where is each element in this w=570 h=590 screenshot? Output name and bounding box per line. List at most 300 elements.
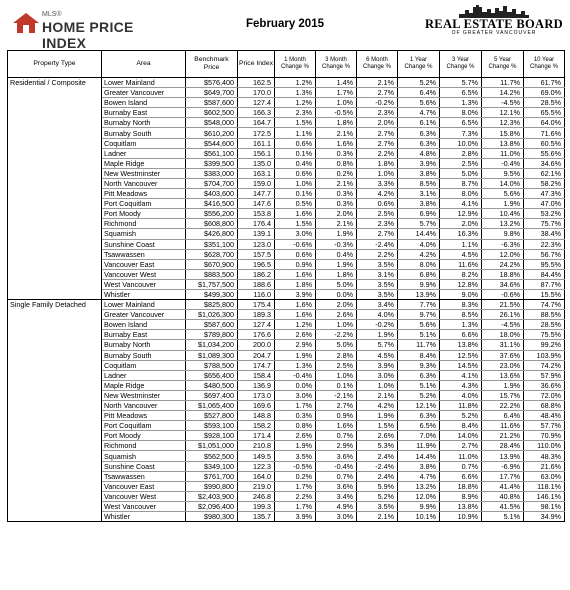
value-cell: 6.6% (440, 471, 482, 481)
value-cell: 5.1% (398, 330, 440, 340)
value-cell: 2.1% (357, 78, 398, 88)
value-cell: $602,500 (186, 108, 238, 118)
value-cell: 8.4% (398, 350, 440, 360)
value-cell: 21.5% (482, 300, 524, 310)
value-cell: 0.1% (316, 380, 357, 390)
value-cell: 135.0 (238, 158, 275, 168)
value-cell: 164.0 (238, 471, 275, 481)
value-cell: 14.0% (440, 431, 482, 441)
value-cell: 98.1% (524, 501, 565, 511)
value-cell: 74.7% (524, 300, 565, 310)
area-cell: Whistler (102, 289, 186, 299)
value-cell: 1.6% (275, 300, 316, 310)
value-cell: 1.0% (357, 380, 398, 390)
table-body (8, 78, 565, 522)
value-cell: 6.3% (398, 411, 440, 421)
value-cell: 2.8% (316, 350, 357, 360)
value-cell: $416,500 (186, 199, 238, 209)
hpi-name: HOME PRICE INDEX (42, 19, 134, 51)
value-cell: 14.5% (440, 360, 482, 370)
value-cell: 2.0% (316, 300, 357, 310)
value-cell: 2.3% (357, 108, 398, 118)
value-cell: 6.3% (398, 128, 440, 138)
value-cell: 5.0% (440, 168, 482, 178)
value-cell: 21.6% (524, 461, 565, 471)
value-cell: 41.5% (482, 501, 524, 511)
value-cell: 23.0% (482, 360, 524, 370)
value-cell: 41.4% (482, 481, 524, 491)
area-cell: Port Moody (102, 431, 186, 441)
col-header: 6 Month Change % (357, 51, 398, 78)
property-type-cell: Residential / Composite (8, 78, 102, 300)
value-cell: 1.2% (275, 98, 316, 108)
value-cell: 47.3% (524, 189, 565, 199)
value-cell: 11.7% (482, 78, 524, 88)
area-cell: Vancouver West (102, 491, 186, 501)
value-cell: $1,051,000 (186, 441, 238, 451)
value-cell: 2.6% (275, 330, 316, 340)
value-cell: 156.1 (238, 148, 275, 158)
value-cell: 10.1% (398, 512, 440, 522)
value-cell: 186.2 (238, 269, 275, 279)
value-cell: 172.5 (238, 128, 275, 138)
value-cell: 9.8% (482, 229, 524, 239)
area-cell: Port Coquitlam (102, 199, 186, 209)
value-cell: 11.6% (440, 259, 482, 269)
value-cell: 3.4% (316, 491, 357, 501)
value-cell: 8.5% (398, 178, 440, 188)
value-cell: $399,500 (186, 158, 238, 168)
value-cell: 123.0 (238, 239, 275, 249)
value-cell: 14.4% (398, 451, 440, 461)
value-cell: 3.1% (398, 189, 440, 199)
col-header: 1 Month Change % (275, 51, 316, 78)
board-subtitle: OF GREATER VANCOUVER (451, 30, 537, 36)
area-cell: Richmond (102, 441, 186, 451)
value-cell: -0.2% (357, 320, 398, 330)
value-cell: 48.3% (524, 451, 565, 461)
value-cell: 28.5% (524, 320, 565, 330)
area-cell: Sunshine Coast (102, 461, 186, 471)
value-cell: 164.7 (238, 118, 275, 128)
value-cell: 0.7% (440, 461, 482, 471)
value-cell: 37.6% (482, 350, 524, 360)
value-cell: 6.3% (398, 370, 440, 380)
value-cell: 7.7% (398, 300, 440, 310)
value-cell: 12.0% (482, 249, 524, 259)
value-cell: 1.8% (275, 279, 316, 289)
value-cell: 2.7% (357, 128, 398, 138)
value-cell: 8.9% (440, 491, 482, 501)
area-cell: Greater Vancouver (102, 310, 186, 320)
value-cell: 170.0 (238, 88, 275, 98)
value-cell: 162.5 (238, 78, 275, 88)
mls-mark: MLS® (42, 11, 62, 18)
value-cell: $587,600 (186, 98, 238, 108)
area-cell: Lower Mainland (102, 300, 186, 310)
value-cell: $883,500 (186, 269, 238, 279)
col-header: Benchmark Price (186, 51, 238, 78)
value-cell: 0.7% (316, 431, 357, 441)
value-cell: -0.6% (275, 239, 316, 249)
area-cell: Burnaby North (102, 118, 186, 128)
value-cell: 8.3% (440, 300, 482, 310)
value-cell: 118.1% (524, 481, 565, 491)
value-cell: 13.9% (398, 289, 440, 299)
table-row (8, 78, 565, 88)
value-cell: 28.4% (482, 441, 524, 451)
value-cell: $561,100 (186, 148, 238, 158)
value-cell: 75.5% (524, 330, 565, 340)
value-cell: 4.0% (440, 390, 482, 400)
value-cell: 1.0% (316, 98, 357, 108)
value-cell: 13.8% (482, 138, 524, 148)
value-cell: 2.3% (357, 219, 398, 229)
value-cell: $349,100 (186, 461, 238, 471)
value-cell: 1.1% (440, 239, 482, 249)
value-cell: 34.6% (482, 279, 524, 289)
value-cell: 10.0% (440, 138, 482, 148)
value-cell: $789,800 (186, 330, 238, 340)
value-cell: 110.0% (524, 441, 565, 451)
value-cell: 0.2% (316, 168, 357, 178)
value-cell: $1,026,300 (186, 310, 238, 320)
value-cell: 58.2% (524, 178, 565, 188)
value-cell: 2.1% (316, 219, 357, 229)
board-logo (424, 4, 564, 42)
value-cell: 72.0% (524, 390, 565, 400)
value-cell: $426,800 (186, 229, 238, 239)
col-header: Property Type (8, 51, 102, 78)
area-cell: Vancouver West (102, 269, 186, 279)
value-cell: 1.3% (275, 88, 316, 98)
value-cell: 3.8% (398, 168, 440, 178)
value-cell: $788,500 (186, 360, 238, 370)
value-cell: 0.0% (275, 380, 316, 390)
value-cell: 15.7% (482, 390, 524, 400)
area-cell: Tsawwassen (102, 249, 186, 259)
value-cell: 1.9% (316, 229, 357, 239)
value-cell: -0.3% (316, 239, 357, 249)
value-cell: 40.8% (482, 491, 524, 501)
value-cell: 246.8 (238, 491, 275, 501)
value-cell: 189.3 (238, 310, 275, 320)
value-cell: 0.6% (275, 168, 316, 178)
value-cell: 7.0% (398, 431, 440, 441)
value-cell: 13.8% (440, 340, 482, 350)
value-cell: $576,400 (186, 78, 238, 88)
value-cell: 38.4% (524, 229, 565, 239)
value-cell: 2.6% (357, 431, 398, 441)
value-cell: 13.9% (482, 451, 524, 461)
report-title: February 2015 (246, 18, 324, 30)
value-cell: 12.3% (482, 118, 524, 128)
value-cell: 8.0% (398, 259, 440, 269)
value-cell: 31.1% (482, 340, 524, 350)
value-cell: 47.0% (524, 199, 565, 209)
value-cell: 147.6 (238, 199, 275, 209)
value-cell: 3.5% (357, 259, 398, 269)
value-cell: 2.7% (357, 229, 398, 239)
value-cell: $383,000 (186, 168, 238, 178)
value-cell: 4.7% (398, 471, 440, 481)
value-cell: 1.8% (316, 269, 357, 279)
value-cell: 55.6% (524, 148, 565, 158)
col-header: Price Index (238, 51, 275, 78)
area-cell: Vancouver East (102, 259, 186, 269)
value-cell: 0.6% (357, 199, 398, 209)
value-cell: 3.6% (316, 481, 357, 491)
value-cell: 18.8% (482, 269, 524, 279)
area-cell: Coquitlam (102, 360, 186, 370)
area-cell: Burnaby South (102, 350, 186, 360)
value-cell: 6.4% (398, 88, 440, 98)
value-cell: 219.0 (238, 481, 275, 491)
value-cell: 136.9 (238, 380, 275, 390)
value-cell: 13.8% (440, 501, 482, 511)
value-cell: 5.6% (398, 98, 440, 108)
value-cell: -0.5% (275, 461, 316, 471)
value-cell: 0.8% (316, 158, 357, 168)
value-cell: 4.0% (398, 239, 440, 249)
value-cell: 0.2% (275, 471, 316, 481)
value-cell: 1.0% (316, 370, 357, 380)
col-header: 5 Year Change % (482, 51, 524, 78)
value-cell: 0.1% (275, 189, 316, 199)
value-cell: 0.4% (316, 249, 357, 259)
value-cell: 60.5% (524, 138, 565, 148)
value-cell: 6.6% (440, 330, 482, 340)
value-cell: 13.2% (398, 481, 440, 491)
value-cell: 171.4 (238, 431, 275, 441)
value-cell: 17.7% (482, 471, 524, 481)
value-cell: 127.4 (238, 98, 275, 108)
value-cell: 5.7% (440, 78, 482, 88)
property-type-cell: Single Family Detached (8, 300, 102, 522)
value-cell: 21.2% (482, 431, 524, 441)
value-cell: 3.9% (357, 360, 398, 370)
value-cell: 2.8% (440, 148, 482, 158)
area-cell: Ladner (102, 148, 186, 158)
value-cell: 2.4% (357, 451, 398, 461)
value-cell: 2.1% (316, 128, 357, 138)
area-cell: Tsawwassen (102, 471, 186, 481)
value-cell: 158.4 (238, 370, 275, 380)
area-cell: Maple Ridge (102, 380, 186, 390)
value-cell: 10.9% (440, 512, 482, 522)
area-cell: Bowen Island (102, 98, 186, 108)
value-cell: 70.9% (524, 431, 565, 441)
value-cell: 200.0 (238, 340, 275, 350)
value-cell: 2.5% (357, 209, 398, 219)
value-cell: $928,100 (186, 431, 238, 441)
value-cell: 2.0% (316, 209, 357, 219)
value-cell: 2.0% (440, 219, 482, 229)
value-cell: 3.6% (316, 451, 357, 461)
value-cell: -0.4% (275, 370, 316, 380)
value-cell: 103.9% (524, 350, 565, 360)
value-cell: 5.1% (398, 380, 440, 390)
value-cell: 1.6% (316, 421, 357, 431)
value-cell: 0.6% (275, 138, 316, 148)
value-cell: 6.8% (398, 269, 440, 279)
value-cell: 3.0% (357, 370, 398, 380)
area-cell: Whistler (102, 512, 186, 522)
value-cell: $403,600 (186, 189, 238, 199)
value-cell: 175.4 (238, 300, 275, 310)
value-cell: 22.3% (524, 239, 565, 249)
value-cell: -2.4% (357, 461, 398, 471)
value-cell: 57.7% (524, 421, 565, 431)
value-cell: 3.8% (398, 199, 440, 209)
area-cell: Maple Ridge (102, 158, 186, 168)
value-cell: 2.4% (357, 471, 398, 481)
value-cell: 146.1% (524, 491, 565, 501)
value-cell: -2.2% (316, 330, 357, 340)
value-cell: 5.1% (482, 512, 524, 522)
area-cell: Squamish (102, 451, 186, 461)
value-cell: 62.1% (524, 168, 565, 178)
col-header: 3 Month Change % (316, 51, 357, 78)
value-cell: -4.5% (482, 320, 524, 330)
value-cell: -6.9% (482, 461, 524, 471)
value-cell: 1.0% (275, 178, 316, 188)
value-cell: 3.9% (275, 289, 316, 299)
value-cell: 122.3 (238, 461, 275, 471)
value-cell: 2.9% (316, 441, 357, 451)
value-cell: 1.5% (275, 118, 316, 128)
area-cell: Squamish (102, 229, 186, 239)
value-cell: 3.0% (316, 512, 357, 522)
value-cell: 12.5% (440, 350, 482, 360)
value-cell: 0.9% (275, 259, 316, 269)
value-cell: 1.9% (357, 330, 398, 340)
value-cell: $587,600 (186, 320, 238, 330)
value-cell: 148.8 (238, 411, 275, 421)
table-row (8, 300, 565, 310)
value-cell: $670,900 (186, 259, 238, 269)
value-cell: 99.2% (524, 340, 565, 350)
value-cell: 1.8% (316, 118, 357, 128)
value-cell: 3.3% (357, 178, 398, 188)
value-cell: 63.0% (524, 471, 565, 481)
value-cell: 2.0% (357, 118, 398, 128)
value-cell: 135.7 (238, 512, 275, 522)
skyline-icon (459, 4, 529, 18)
value-cell: 2.2% (275, 491, 316, 501)
value-cell: 69.0% (524, 88, 565, 98)
value-cell: 3.8% (398, 461, 440, 471)
value-cell: 6.9% (398, 209, 440, 219)
value-cell: 9.7% (398, 310, 440, 320)
area-cell: Sunshine Coast (102, 239, 186, 249)
value-cell: 2.1% (357, 512, 398, 522)
value-cell: 3.0% (275, 390, 316, 400)
value-cell: 1.3% (440, 98, 482, 108)
value-cell: $2,403,900 (186, 491, 238, 501)
value-cell: 1.7% (275, 401, 316, 411)
value-cell: 10.4% (482, 209, 524, 219)
area-cell: Lower Mainland (102, 78, 186, 88)
value-cell: 9.5% (482, 168, 524, 178)
value-cell: -0.6% (482, 289, 524, 299)
value-cell: 68.8% (524, 401, 565, 411)
value-cell: 48.4% (524, 411, 565, 421)
value-cell: -0.2% (357, 98, 398, 108)
value-cell: 0.1% (275, 148, 316, 158)
value-cell: 1.0% (357, 168, 398, 178)
value-cell: 0.9% (316, 411, 357, 421)
value-cell: $704,700 (186, 178, 238, 188)
area-cell: Port Coquitlam (102, 421, 186, 431)
value-cell: 3.0% (275, 229, 316, 239)
value-cell: $1,034,200 (186, 340, 238, 350)
value-cell: 88.5% (524, 310, 565, 320)
report-header (0, 0, 570, 51)
value-cell: 153.8 (238, 209, 275, 219)
value-cell: $990,800 (186, 481, 238, 491)
area-cell: New Westminster (102, 390, 186, 400)
value-cell: 12.8% (440, 279, 482, 289)
value-cell: -2.1% (316, 390, 357, 400)
value-cell: 0.5% (275, 199, 316, 209)
value-cell: 0.4% (275, 158, 316, 168)
value-cell: 11.0% (440, 451, 482, 461)
col-header: 1 Year Change % (398, 51, 440, 78)
value-cell: -0.5% (316, 108, 357, 118)
value-cell: 18.8% (440, 481, 482, 491)
value-cell: 2.7% (316, 401, 357, 411)
value-cell: 1.6% (275, 310, 316, 320)
value-cell: 5.7% (357, 340, 398, 350)
value-cell: 4.8% (398, 148, 440, 158)
value-cell: -0.4% (482, 158, 524, 168)
value-cell: $1,065,400 (186, 401, 238, 411)
value-cell: 158.2 (238, 421, 275, 431)
value-cell: 0.3% (316, 148, 357, 158)
value-cell: $562,500 (186, 451, 238, 461)
value-cell: -0.4% (316, 461, 357, 471)
value-cell: 1.2% (275, 320, 316, 330)
value-cell: 5.2% (398, 390, 440, 400)
value-cell: $610,200 (186, 128, 238, 138)
area-cell: Pitt Meadows (102, 411, 186, 421)
value-cell: 1.9% (275, 441, 316, 451)
area-cell: Burnaby North (102, 340, 186, 350)
value-cell: 26.1% (482, 310, 524, 320)
area-cell: Burnaby East (102, 108, 186, 118)
value-cell: 11.7% (398, 340, 440, 350)
value-cell: 61.7% (524, 78, 565, 88)
value-cell: 210.8 (238, 441, 275, 451)
value-cell: 9.3% (398, 360, 440, 370)
area-cell: Ladner (102, 370, 186, 380)
value-cell: 1.7% (275, 481, 316, 491)
value-cell: 1.9% (357, 411, 398, 421)
value-cell: 2.7% (357, 138, 398, 148)
value-cell: 4.1% (440, 370, 482, 380)
value-cell: 12.9% (440, 209, 482, 219)
value-cell: $608,800 (186, 219, 238, 229)
value-cell: 1.9% (482, 380, 524, 390)
value-cell: 176.6 (238, 330, 275, 340)
area-cell: West Vancouver (102, 501, 186, 511)
value-cell: 6.1% (398, 118, 440, 128)
value-cell: 2.9% (275, 340, 316, 350)
value-cell: 3.5% (357, 279, 398, 289)
value-cell: 57.9% (524, 370, 565, 380)
value-cell: 53.2% (524, 209, 565, 219)
